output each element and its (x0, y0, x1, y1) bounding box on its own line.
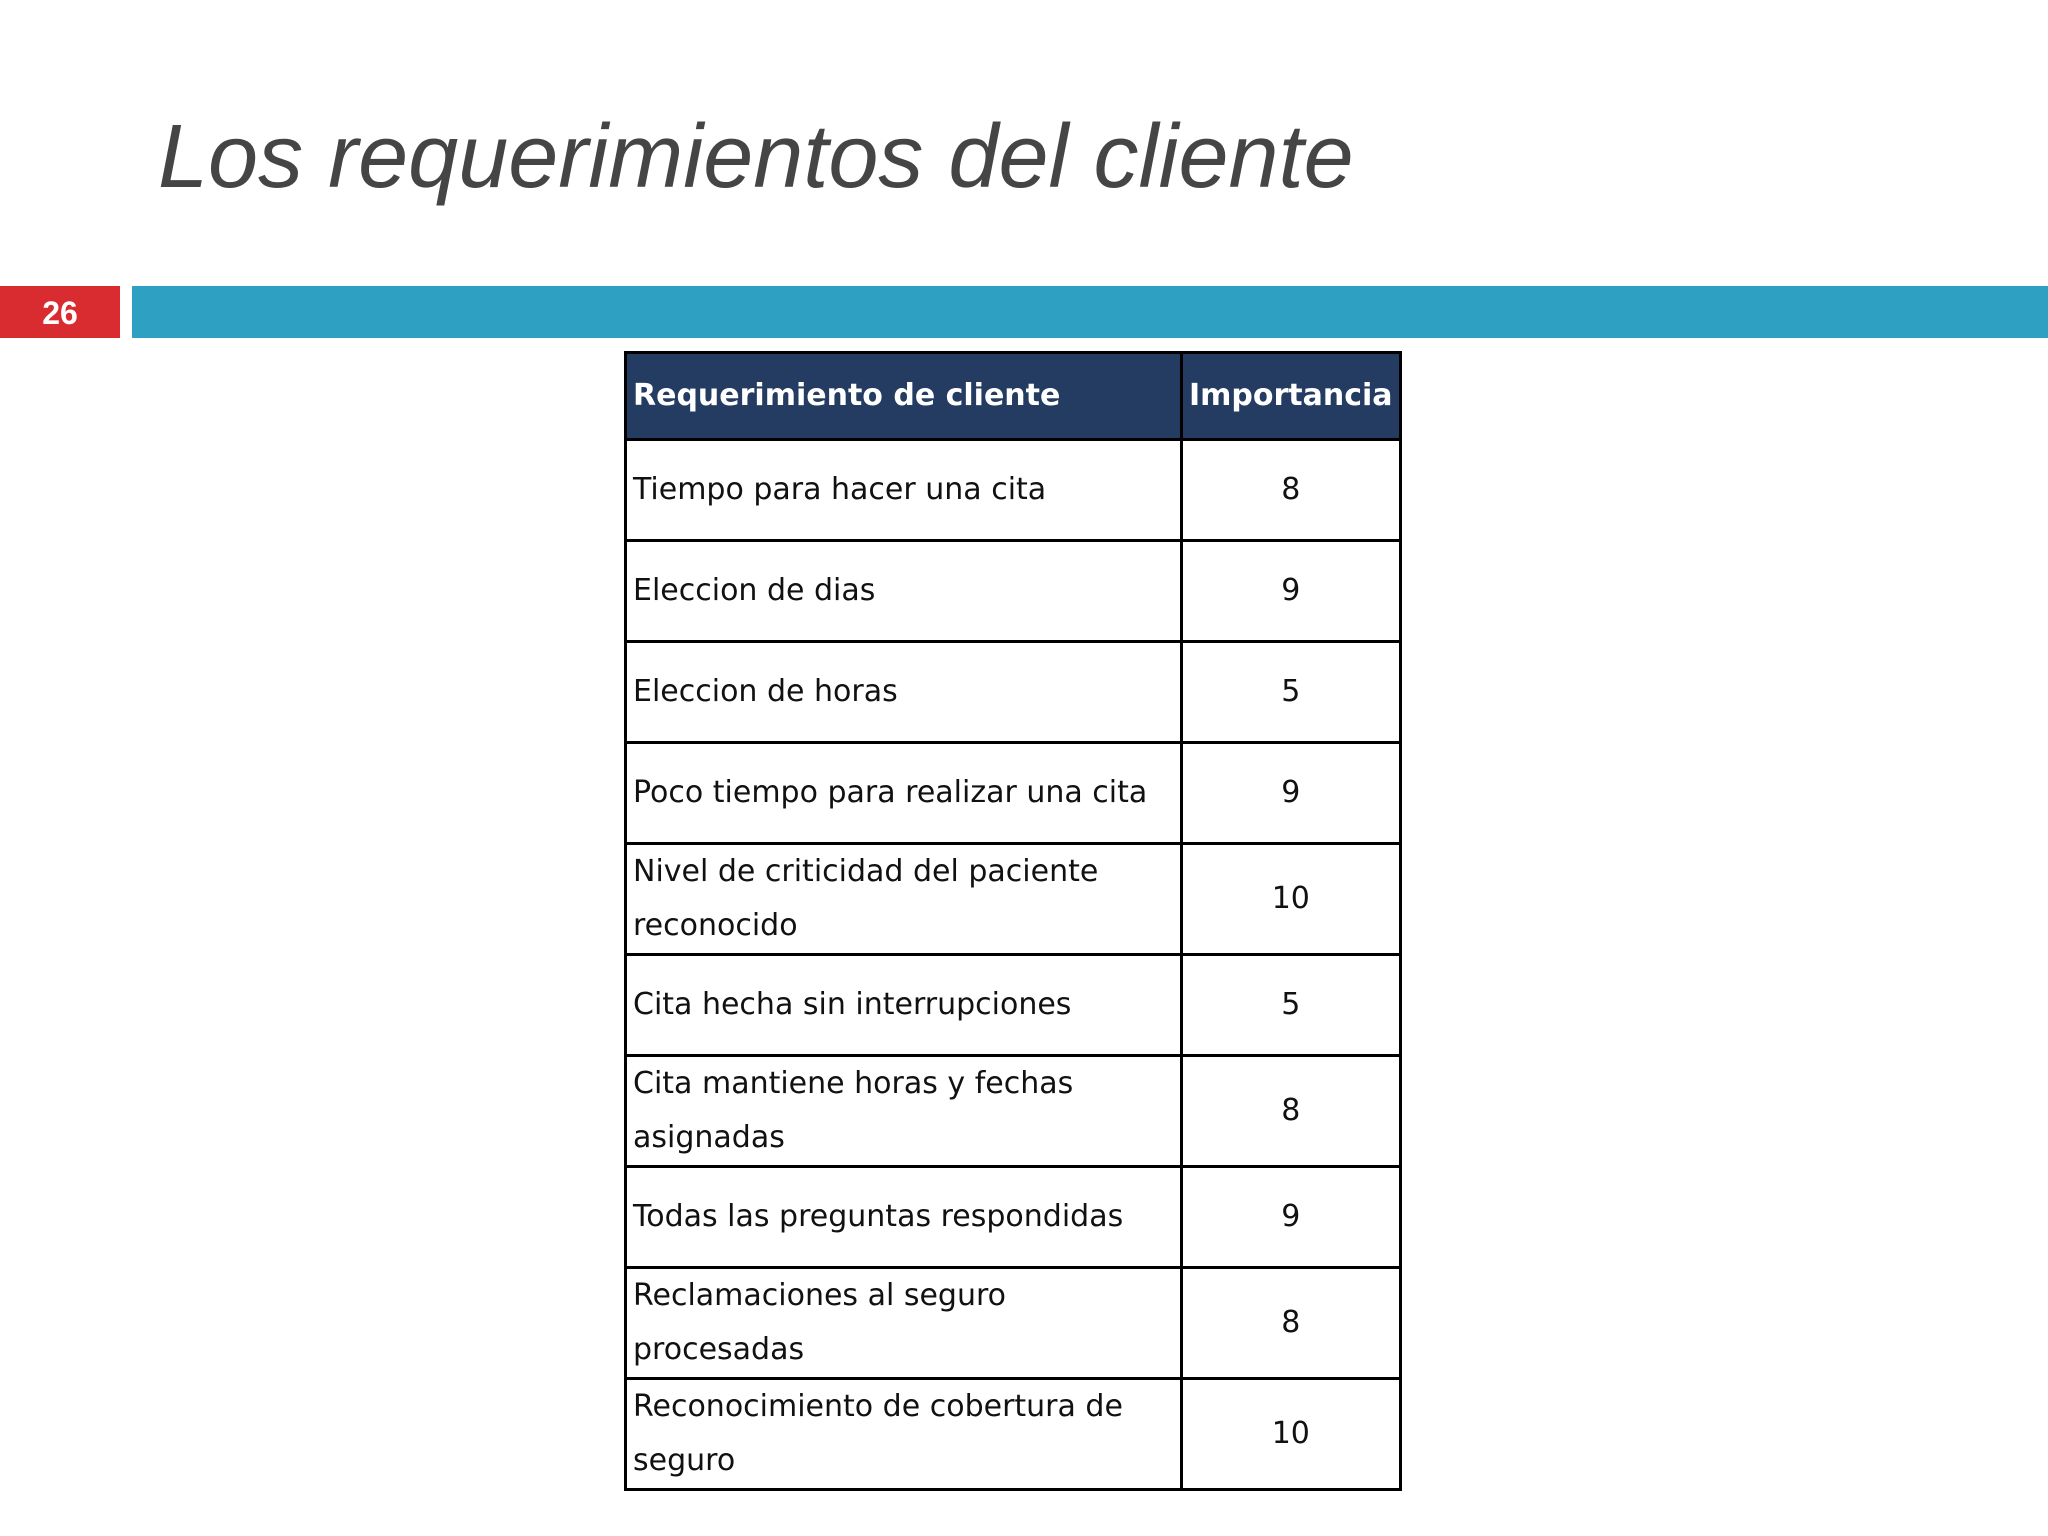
requirement-cell: Tiempo para hacer una cita (626, 440, 1182, 541)
table-row (626, 743, 1401, 844)
importance-cell: 5 (1182, 642, 1401, 743)
slide-title: Los requerimientos del cliente (158, 107, 1354, 207)
requirement-cell: Nivel de criticidad del paciente reconocido (626, 844, 1182, 955)
importance-cell: 8 (1182, 1056, 1401, 1167)
requirement-cell: Reconocimiento de cobertura de seguro (626, 1379, 1182, 1490)
importance-cell: 9 (1182, 541, 1401, 642)
header-accent-bar (132, 286, 2048, 338)
importance-cell: 8 (1182, 1268, 1401, 1379)
column-header-importance: Importancia (1182, 353, 1401, 440)
importance-cell: 5 (1182, 955, 1401, 1056)
requirements-table (624, 351, 1402, 1491)
requirement-cell: Todas las preguntas respondidas (626, 1167, 1182, 1268)
table-row (626, 844, 1401, 955)
requirement-cell: Reclamaciones al seguro procesadas (626, 1268, 1182, 1379)
table-row (626, 440, 1401, 541)
table-row (626, 1379, 1401, 1490)
column-header-requirement: Requerimiento de cliente (626, 353, 1182, 440)
page-number-badge: 26 (0, 286, 120, 338)
table-row (626, 541, 1401, 642)
importance-cell: 10 (1182, 1379, 1401, 1490)
requirement-cell: Cita mantiene horas y fechas asignadas (626, 1056, 1182, 1167)
table-row (626, 642, 1401, 743)
importance-cell: 8 (1182, 440, 1401, 541)
importance-cell: 9 (1182, 743, 1401, 844)
table-header-row (626, 353, 1401, 440)
table-row (626, 1167, 1401, 1268)
importance-cell: 9 (1182, 1167, 1401, 1268)
table-row (626, 1268, 1401, 1379)
requirement-cell: Eleccion de dias (626, 541, 1182, 642)
requirement-cell: Eleccion de horas (626, 642, 1182, 743)
requirement-cell: Poco tiempo para realizar una cita (626, 743, 1182, 844)
requirement-cell: Cita hecha sin interrupciones (626, 955, 1182, 1056)
table-row (626, 1056, 1401, 1167)
importance-cell: 10 (1182, 844, 1401, 955)
table-row (626, 955, 1401, 1056)
